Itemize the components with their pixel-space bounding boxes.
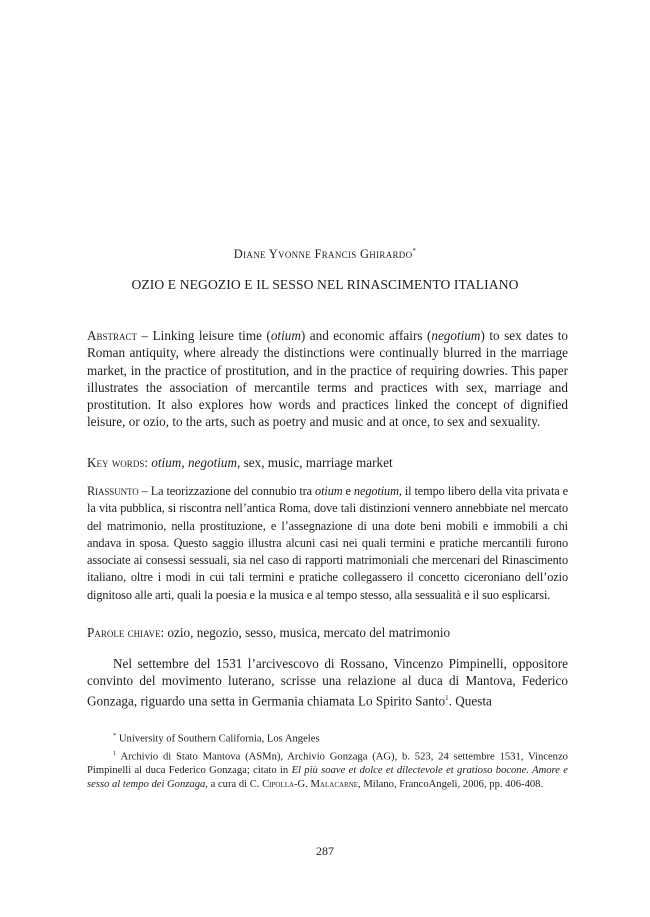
page-number: 287 — [316, 844, 334, 858]
riassunto-text: , il tempo libero della vita privata e la vita pubblica, si riscontra nell’antica Roma, dove tali distinzioni vennero annebbiate nel mercato del matrimonio, nella prostituzione, e l’assegnazione di una dote beni mobili e immobili a chi andava in sposa. Questo saggio illustra alcuni casi nei quali termini e pratiche mercantili furono associate ai consessi sessuali, sia nel caso di rapporti matrimoniali che mercenari del Rinascimento italiano, oltre i modi in cui tali termini e pratiche collegassero il concetto ciceroniano dell’ozio dignitoso alle arti, quali la poesia e la musica e al tempo stesso, alla sessualità e il suo esplicarsi. — [87, 484, 569, 602]
abstract-label: Abstract — [87, 328, 138, 343]
footnote-1 — [87, 747, 568, 793]
author-footnote-mark: * — [412, 247, 417, 255]
riassunto-paragraph — [87, 483, 568, 604]
keywords-line — [87, 454, 568, 471]
footnote-text: University of Southern California, Los Angeles — [118, 733, 320, 745]
footnote-text: , Milano, FrancoAngeli, 2006, pp. 406-408. — [358, 779, 544, 791]
abstract-text: ) to sex dates to Roman antiquity, where already the distinctions were continually blurred in the marriage market, in the practice of prostitution, and in the practice of requiring dowries. This paper illustrates the association of mercantile terms and practices with sex, marriage and prostitution. It also explores how words and practices linked the concept of dignified leisure, or ozio, to the arts, such as poetry and music and at once, to sex and sexuality. — [87, 328, 568, 430]
keywords-label: Key words — [87, 455, 145, 470]
parole-chiave-line — [87, 624, 568, 641]
footnote-mark: 1 — [113, 749, 117, 757]
abstract-paragraph — [87, 327, 568, 431]
riassunto-term: otium — [315, 484, 343, 498]
abstract-term: otium — [270, 328, 301, 343]
riassunto-text: e — [342, 484, 354, 498]
footnote-editor-name: Malacarne — [310, 779, 359, 791]
abstract-text: – Linking leisure time ( — [137, 328, 271, 343]
body-text: . Questa — [448, 692, 492, 708]
footnote-reference: 1 — [445, 693, 449, 702]
footnote-text: , a cura di C. — [205, 779, 263, 791]
abstract-text: ) and economic affairs ( — [300, 328, 432, 343]
riassunto-label: Riassunto — [87, 484, 139, 498]
footnote-editor-name: Cipolla — [262, 779, 295, 791]
riassunto-term: negotium — [353, 484, 399, 498]
keywords-text: , — [181, 455, 188, 470]
footnote-text: -G. — [294, 779, 311, 791]
author-text: Diane Yvonne Francis Ghirardo — [233, 247, 413, 262]
abstract-term: negotium — [431, 328, 481, 343]
footnote-author-affiliation — [87, 729, 568, 747]
footnote-mark: * — [113, 732, 117, 739]
body-text: Nel settembre del 1531 l’arcivescovo di Rossano, Vincenzo Pimpinelli, oppositore convinto del movimento luterano, scrisse una relazione al duca di Mantova, Federico Gonzaga, riguardo una setta in Germania chiamata Lo Spirito Santo — [87, 656, 568, 708]
article-title: OZIO E NEGOZIO E IL SESSO NEL RINASCIMENTO ITALIANO — [131, 277, 519, 292]
parole-chiave-text: : ozio, negozio, sesso, musica, mercato del matrimonio — [160, 625, 451, 640]
keywords-text: , sex, music, marriage market — [237, 455, 393, 470]
keywords-text: : — [144, 455, 152, 470]
body-paragraph — [87, 655, 568, 709]
footnote-text: Archivio di Stato Mantova (ASMn), Archivio Gonzaga (AG), b. 523, 24 settembre 1531, Vincenzo Pimpinelli al duca Federico Gonzaga; citato in — [87, 751, 568, 777]
riassunto-text: – La teorizzazione del connubio tra — [138, 484, 316, 498]
keyword-term: otium — [151, 455, 182, 470]
parole-chiave-label: Parole chiave — [87, 625, 161, 640]
author-name — [0, 247, 650, 262]
keyword-term: negotium — [187, 455, 238, 470]
footnotes — [87, 729, 568, 792]
footnote-cited-title: El più soave et dolce et dilectevole et gratioso bocone. Amore e sesso al tempo dei Gonzaga — [87, 765, 568, 791]
